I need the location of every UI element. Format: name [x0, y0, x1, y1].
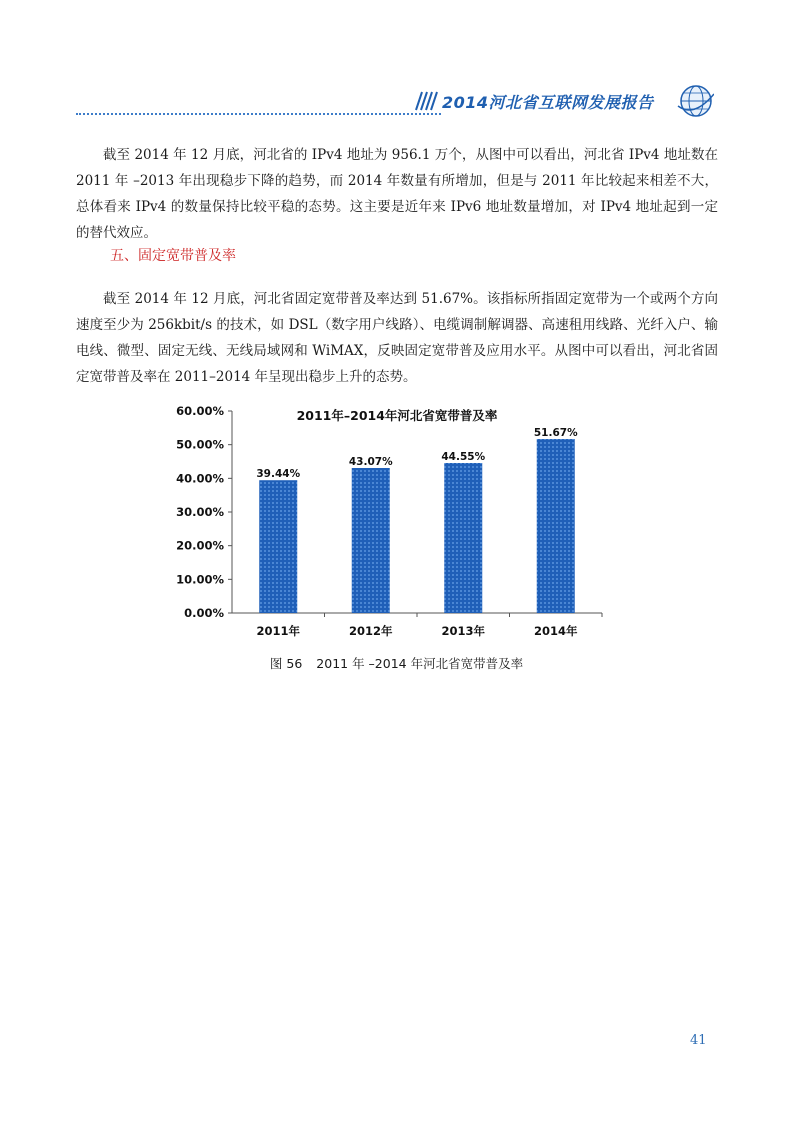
chart-title: 2011年–2014年河北省宽带普及率: [296, 408, 498, 423]
section-heading: 五、固定宽带普及率: [110, 248, 236, 264]
page-number: 41: [690, 1033, 707, 1048]
figure-caption-text: 2011 年 –2014 年河北省宽带普及率: [316, 656, 524, 671]
bar: [259, 480, 297, 613]
header-stripes: [412, 90, 438, 112]
header-title: 2014河北省互联网发展报告: [442, 93, 654, 112]
x-tick-label: 2013年: [441, 624, 486, 638]
y-tick-label: 40.00%: [176, 471, 224, 486]
bar: [537, 439, 575, 613]
data-label: 51.67%: [533, 427, 578, 440]
figure-caption: [0, 654, 793, 672]
y-tick-label: 20.00%: [176, 538, 224, 553]
y-tick-label: 0.00%: [184, 606, 224, 620]
bar: [444, 463, 482, 613]
y-tick-label: 30.00%: [176, 505, 224, 519]
y-tick-label: 60.00%: [176, 404, 224, 418]
globe-icon: [674, 84, 714, 118]
x-tick-label: 2011年: [256, 624, 301, 638]
paragraph-ipv4: 截至 2014 年 12 月底，河北省的 IPv4 地址为 956.1 万个，从图中可以看出，河北省 IPv4 地址数在 2011 年 –2013 年出现稳步下降的趋势，而 2014 年数量有所增加，但是与 2011 年比较起来相差不大，总体看来 IPv4 的数量保持比较平稳的态势。这主要是近年来 IPv6 地址数量增加，对 IPv4 地址起到一定的替代效应。: [76, 147, 718, 241]
paragraph-broadband: 截至 2014 年 12 月底，河北省固定宽带普及率达到 51.67%。该指标所指固定宽带为一个或两个方向速度至少为 256kbit/s 的技术，如 DSL（数字用户线路）、电缆调制解调器、高速租用线路、光纤入户、输电线、微型、固定无线、无线局域网和 WiMAX，反映固定宽带普及应用水平。从图中可以看出，河北省固定宽带普及率在 2011–2014 年呈现出稳步上升的态势。: [76, 291, 718, 385]
header-rule: [76, 113, 441, 115]
running-header: [412, 88, 712, 114]
bar: [352, 468, 390, 613]
data-label: 44.55%: [441, 451, 486, 464]
y-tick-label: 50.00%: [176, 437, 224, 452]
broadband-chart: [168, 398, 608, 648]
data-label: 39.44%: [256, 468, 301, 481]
x-tick-label: 2012年: [348, 624, 393, 638]
data-label: 43.07%: [348, 455, 393, 468]
figure-label: 图 56: [269, 656, 303, 671]
y-tick-label: 10.00%: [176, 572, 224, 587]
x-tick-label: 2014年: [533, 624, 578, 638]
